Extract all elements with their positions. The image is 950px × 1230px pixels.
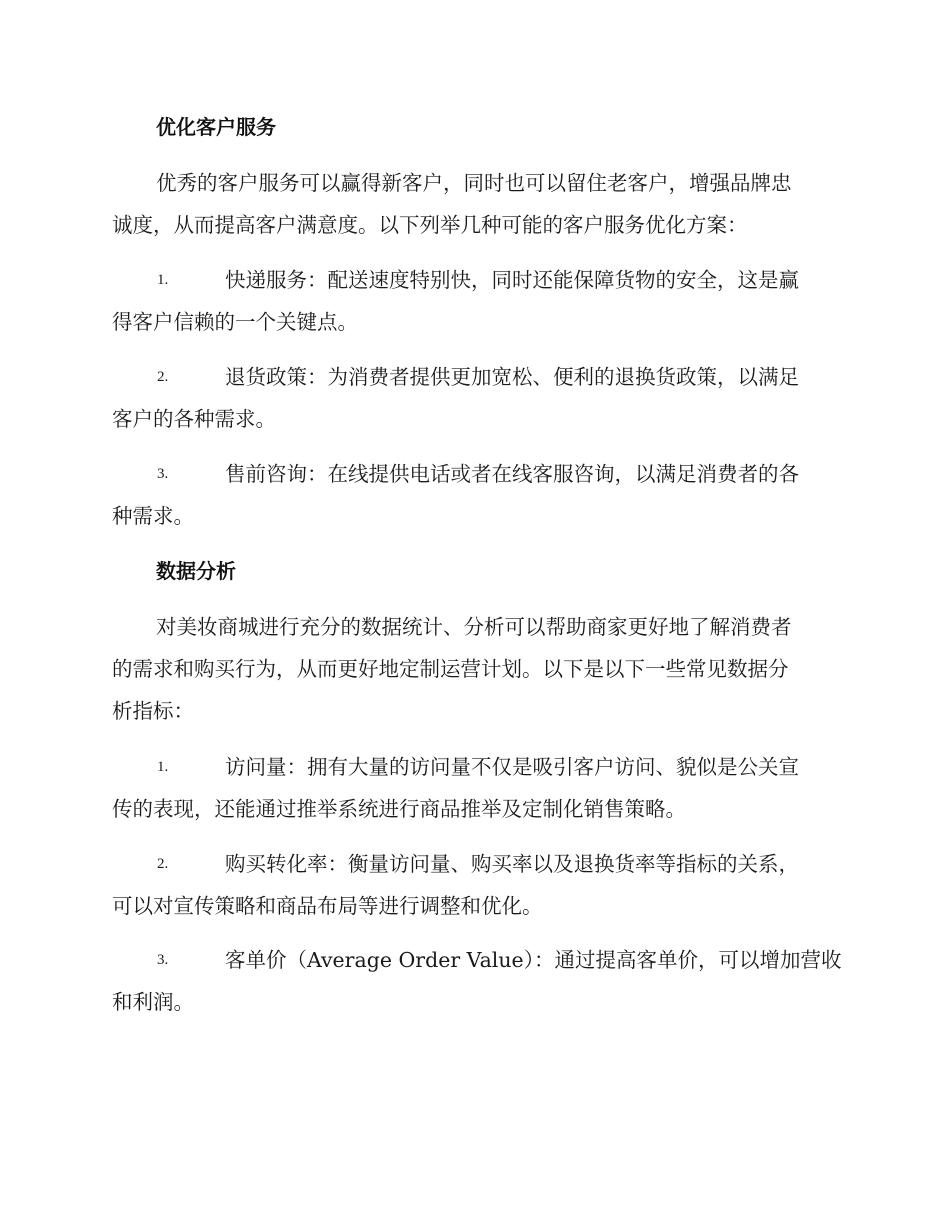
list-number: 2.	[157, 369, 169, 385]
section-heading-data-analysis: 数据分析	[156, 559, 236, 583]
paragraph-line: 析指标：	[112, 699, 194, 723]
list-item-line: 购买转化率：衡量访问量、购买率以及退换货率等指标的关系，	[225, 852, 799, 876]
list-item-line: 访问量：拥有大量的访问量不仅是吸引客户访问、貌似是公关宣	[225, 755, 799, 779]
list-number: 3.	[157, 952, 169, 968]
list-item-line: 可以对宣传策略和商品布局等进行调整和优化。	[112, 894, 543, 918]
section-heading-customer-service: 优化客户服务	[156, 115, 276, 139]
paragraph-line: 对美妆商城进行充分的数据统计、分析可以帮助商家更好地了解消费者	[156, 615, 792, 639]
paragraph-line: 的需求和购买行为，从而更好地定制运营计划。以下是以下一些常见数据分	[112, 657, 789, 681]
list-item-line: 快递服务：配送速度特别快，同时还能保障货物的安全，这是赢	[225, 268, 799, 292]
paragraph-line: 优秀的客户服务可以赢得新客户，同时也可以留住老客户，增强品牌忠	[156, 171, 792, 195]
list-item-line: 和利润。	[112, 990, 194, 1014]
list-item-line: 得客户信赖的一个关键点。	[112, 310, 358, 334]
list-number: 1.	[157, 759, 169, 775]
list-number: 1.	[157, 272, 169, 288]
list-item-line: 售前咨询：在线提供电话或者在线客服咨询，以满足消费者的各	[225, 462, 799, 486]
list-item-line: 客单价（Average Order Value）：通过提高客单价，可以增加营收	[225, 948, 842, 972]
list-item-line: 客户的各种需求。	[112, 407, 276, 431]
list-number: 2.	[157, 856, 169, 872]
list-number: 3.	[157, 466, 169, 482]
list-item-line: 种需求。	[112, 504, 194, 528]
list-item-line: 退货政策：为消费者提供更加宽松、便利的退换货政策，以满足	[225, 365, 799, 389]
list-item-line: 传的表现，还能通过推举系统进行商品推举及定制化销售策略。	[112, 797, 686, 821]
paragraph-line: 诚度，从而提高客户满意度。以下列举几种可能的客户服务优化方案：	[112, 213, 748, 237]
